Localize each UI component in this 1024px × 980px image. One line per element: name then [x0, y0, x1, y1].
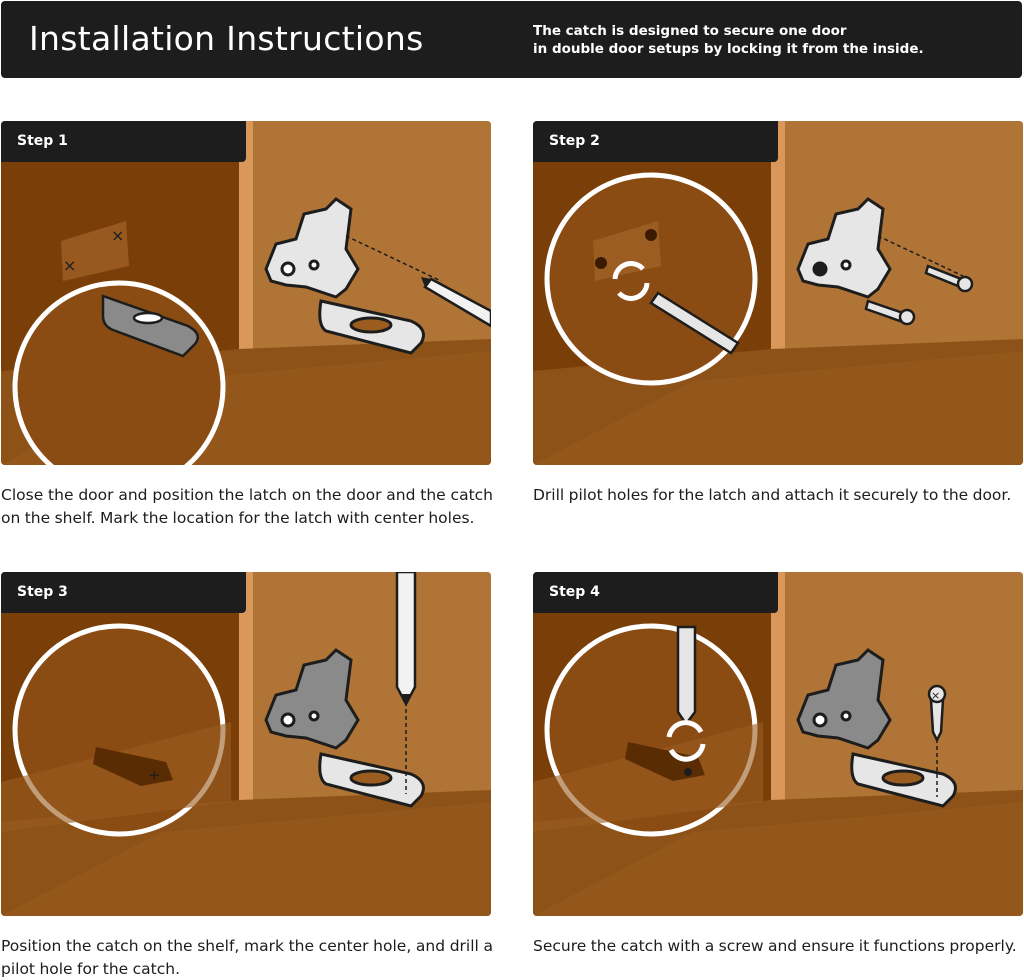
step-2-panel — [533, 121, 1023, 465]
step-1-label-text: Step 1 — [17, 133, 68, 149]
step-2-illustration — [533, 121, 1023, 465]
step-4-label-text: Step 4 — [549, 584, 600, 600]
detail-circle — [547, 175, 755, 383]
header-banner — [1, 1, 1022, 78]
page-title: Installation Instructions — [29, 19, 424, 58]
step-3-label-text: Step 3 — [17, 584, 68, 600]
step-2-label — [533, 121, 778, 162]
step-4-caption: Secure the catch with a screw and ensure it functions properly. — [533, 937, 1017, 955]
step-4-illustration — [533, 572, 1023, 916]
step-4-panel — [533, 572, 1023, 916]
step-3-illustration — [1, 572, 491, 916]
svg-text:×: × — [111, 226, 125, 245]
svg-text:×: × — [63, 256, 77, 275]
pencil-icon — [397, 572, 415, 704]
svg-text:+: + — [148, 766, 161, 784]
subtitle-line-1: The catch is designed to secure one door — [533, 23, 847, 39]
step-3-label — [1, 572, 246, 613]
step-2-caption: Drill pilot holes for the latch and attach it securely to the door. — [533, 486, 1012, 504]
step-1-caption: Close the door and position the latch on the door and the catch on the shelf. Mark the location for the latch with center holes. — [1, 486, 493, 527]
step-3-caption: Position the catch on the shelf, mark the center hole, and drill a pilot hole for the catch. — [1, 937, 493, 978]
drill-bit-icon — [678, 627, 695, 724]
page-subtitle — [533, 22, 1003, 58]
step-4-label — [533, 572, 778, 613]
step-1-label — [1, 121, 246, 162]
subtitle-line-2: in double door setups by locking it from the inside. — [533, 41, 924, 57]
step-3-panel — [1, 572, 491, 916]
step-1-illustration — [1, 121, 491, 465]
step-1-panel — [1, 121, 491, 465]
step-2-label-text: Step 2 — [549, 133, 600, 149]
svg-text:×: × — [931, 689, 941, 702]
